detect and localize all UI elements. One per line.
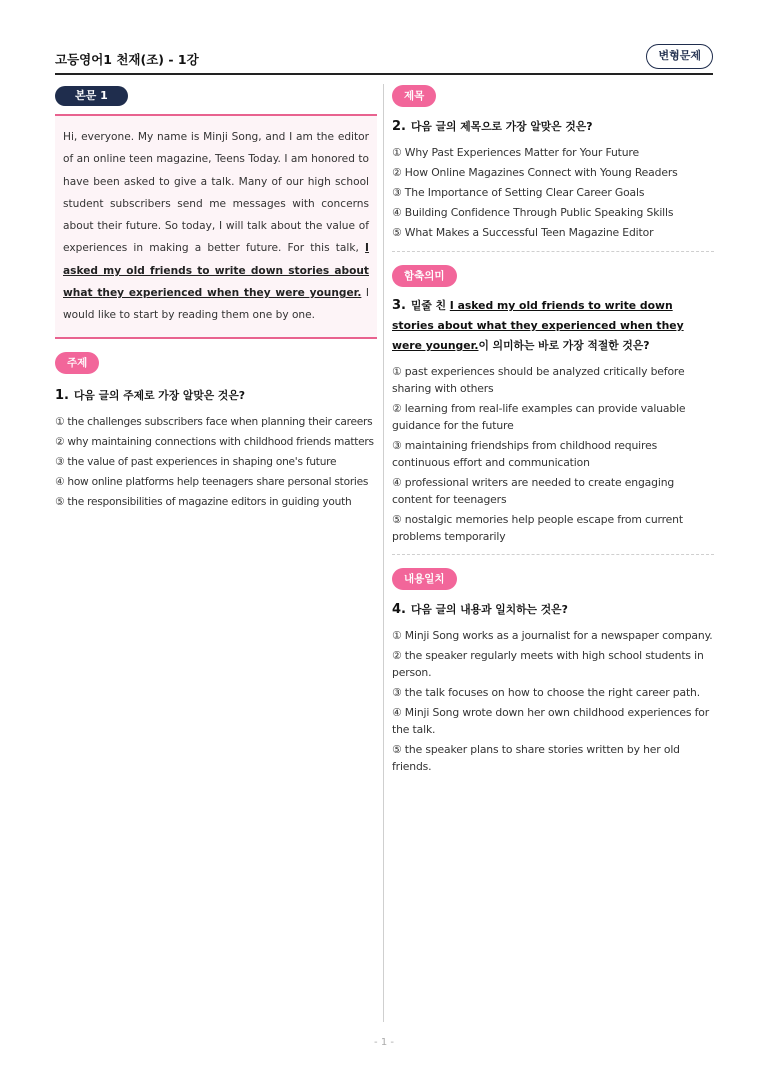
passage-box	[55, 114, 377, 339]
q3-question	[392, 296, 714, 356]
page-number: - 1 -	[374, 1037, 394, 1048]
passage-text-after: I would like to start by reading them one by one.	[63, 287, 369, 322]
q4-options	[392, 628, 714, 776]
q2-option-4: ④ Building Confidence Through Public Speaking Skills	[392, 206, 674, 220]
column-divider	[383, 84, 384, 1022]
q4-option-1: ① Minji Song works as a journalist for a newspaper company.	[392, 629, 713, 643]
q3-number: 3.	[392, 298, 406, 314]
q4-number: 4.	[392, 602, 406, 618]
q4-tag: 내용일치	[392, 568, 457, 590]
type-badge: 변형문제	[646, 44, 713, 69]
q2-number: 2.	[392, 119, 406, 134]
q2-option-1: ① Why Past Experiences Matter for Your Future	[392, 146, 639, 159]
q4-question-text: 다음 글의 내용과 일치하는 것은?	[410, 603, 568, 617]
q1-section	[55, 351, 377, 511]
q4-option-2: ② the speaker regularly meets with high school students in person.	[392, 649, 704, 680]
q1-option-2: ② why maintaining connections with childhood friends matters	[55, 435, 374, 448]
q1-question-text: 다음 글의 주제로 가장 알맞은 것은?	[73, 388, 246, 402]
q1-option-1: ① the challenges subscribers face when planning their careers	[55, 415, 373, 428]
q3-question-underlined: I asked my old friends to write down stories about what they experienced when they were younger.	[392, 299, 684, 353]
q2-option-2: ② How Online Magazines Connect with Young Readers	[392, 166, 678, 180]
q3-question-prefix: 밑줄 친	[410, 299, 450, 313]
q2-options	[392, 145, 714, 242]
q3-options	[392, 364, 714, 545]
q4-question	[392, 600, 714, 620]
q1-option-5: ⑤ the responsibilities of magazine editors in guiding youth	[55, 496, 352, 509]
q3-option-3: ③ maintaining friendships from childhood requires continuous effort and communication	[392, 438, 658, 469]
q3-question-suffix: 이 의미하는 바로 가장 적절한 것은?	[478, 339, 650, 353]
section-separator	[392, 251, 714, 252]
q1-question	[55, 386, 377, 406]
q3-option-5: ⑤ nostalgic memories help people escape from current problems temporarily	[392, 512, 683, 543]
page-header	[55, 44, 713, 75]
right-column	[392, 84, 714, 779]
q2-question-text: 다음 글의 제목으로 가장 알맞은 것은?	[410, 120, 593, 133]
q2-section	[392, 84, 714, 242]
q3-option-2: ② learning from real-life examples can provide valuable guidance for the future	[392, 402, 686, 432]
page-title: 고등영어1 천재(조) - 1강	[55, 52, 199, 67]
q2-tag: 제목	[392, 85, 436, 107]
q4-section	[392, 567, 714, 776]
passage-text-before: Hi, everyone. My name is Minji Song, and I am the editor of an online teen magazine, Teens Today. I am honored to have been asked to give a talk. Many of our high school student subscribers send me messages with concerns about their future. So today, I will talk about the value of experiences in making a better future. For this talk,	[63, 131, 369, 255]
passage-underlined-text: I asked my old friends to write down stories about what they experienced when they were younger.	[63, 242, 369, 300]
q1-option-3: ③ the value of past experiences in shaping one's future	[55, 455, 337, 468]
q4-option-4: ④ Minji Song wrote down her own childhood experiences for the talk.	[392, 706, 710, 737]
left-column	[55, 84, 377, 514]
q2-question	[392, 117, 714, 137]
q1-number: 1.	[55, 387, 69, 403]
section-separator	[392, 554, 714, 555]
q2-option-3: ③ The Importance of Setting Clear Career Goals	[392, 186, 645, 200]
q3-tag: 함축의미	[392, 265, 457, 287]
q1-tag: 주제	[55, 352, 99, 374]
q4-option-3: ③ the talk focuses on how to choose the right career path.	[392, 686, 701, 700]
q1-options	[55, 414, 377, 511]
q4-option-5: ⑤ the speaker plans to share stories written by her old friends.	[392, 743, 680, 774]
q3-section	[392, 264, 714, 545]
q3-option-4: ④ professional writers are needed to create engaging content for teenagers	[392, 475, 675, 506]
passage-label: 본문 1	[55, 86, 128, 106]
q2-option-5: ⑤ What Makes a Successful Teen Magazine Editor	[392, 226, 654, 240]
q3-option-1: ① past experiences should be analyzed critically before sharing with others	[392, 365, 685, 395]
q1-option-4: ④ how online platforms help teenagers share personal stories	[55, 475, 369, 488]
